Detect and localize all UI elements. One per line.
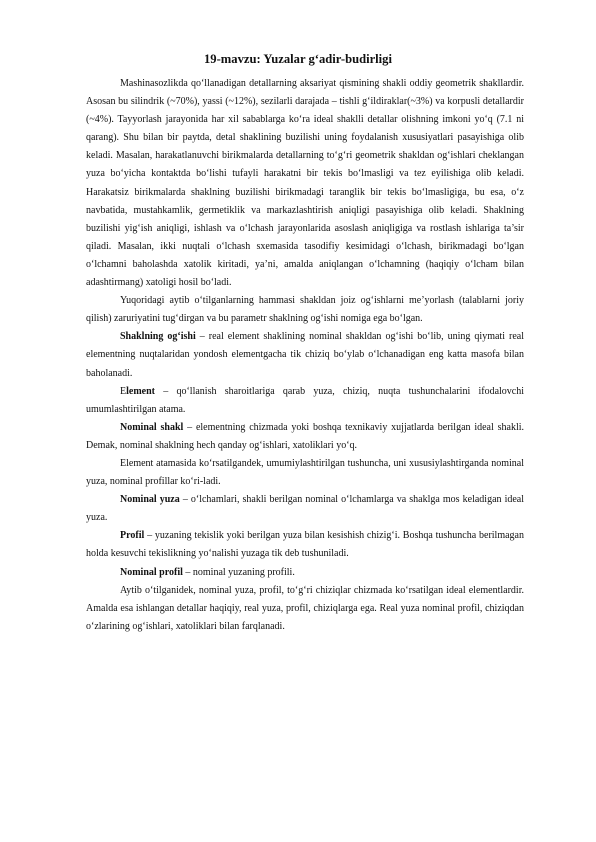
paragraph-definition: Profil – yuzaning tekislik yoki berilgan yuza bilan kesishish chizig‘i. Boshqa tushuncha berilmagan holda kesuvchi tekislikning yo‘nalishi yuzaga tik deb tushuniladi. bbox=[86, 530, 524, 560]
term: Profil bbox=[120, 530, 145, 542]
paragraph-definition: Shaklning og‘ishi – real element shaklining nominal shakldan og‘ishi bo‘lib, uning qiymati real elementning nuqtalaridan yondosh elementgacha tik chiziq bo‘ylab o‘lchanadigan eng katta masofa bilan baholanadi. bbox=[86, 331, 524, 379]
term: Nominal shakl bbox=[120, 421, 184, 433]
document-body bbox=[86, 75, 524, 636]
paragraph-definition: Nominal profil – nominal yuzaning profili. bbox=[120, 566, 295, 578]
paragraph: Yuqoridagi aytib o‘tilganlarning hammasi shakldan joiz og‘ishlarni me’yorlash (talablarni joriy qilish) zaruriyatini tug‘dirgan va bu parametr shaklning og‘ishi nomiga ega bo‘lgan. bbox=[86, 295, 524, 325]
paragraph-definition: Nominal shakl – elementning chizmada yoki boshqa texnikaviy xujjatlarda berilgan ideal shakli. Demak, nominal shaklning hech qanday og‘ishlari, xatoliklari yo‘q. bbox=[86, 421, 524, 451]
paragraph: Element atamasida ko‘rsatilgandek, umumiylashtirilgan tushuncha, uni xususiylashtirganda nominal yuza, nominal profillar ko‘ri-ladi. bbox=[86, 457, 524, 488]
paragraph: Mashinasozlikda qo‘llanadigan detallarning aksariyat qismining shakli oddiy geometrik shakllardir. Asosan bu silindrik (~70%), yassi (~12%), sezilarli darajada – tishli g‘ildiraklar(~3%) va korpusli detallardir (~4%). Tayyorlash jarayonida har xil sabablarga ko‘ra ideal shaklli detallar olishning imkoni yo‘q (7.1 ni qarang). Shu bilan bir paytda, detal shaklining buzilishi uning foydalanish xususiyatlari pasayishiga olib keladi. Masalan, harakatlanuvchi birikmalarda detallarning to‘g‘ri geometrik shakldan og‘ishlari cheklangan yuza bo‘yicha kontaktda bo‘lishi tufayli harakatni bir tekis bo‘lmasligi va tez eyilishiga olib keladi. Harakatsiz birikmalarda shaklning buzilishi birikmadagi taranglik bir tekis bo‘lmasligiga, bu esa, o‘z navbatida, mustahkamlik, germetiklik va markazlashtirish aniqligi pasayishiga olib keladi. Shaklning buzilishi yig‘ish aniqligi, ishlash va o‘lchash jarayonlarida asoslash aniqligiga va rostlash ishlariga ta’sir qiladi. Masalan, ikki nuqtali o‘lchash sxemasida tasodifiy kesimidagi o‘lchash, birikmadagi bo‘lgan o‘lchamni baholashda xatolik kiritadi, ya’ni, amalda aniqlangan o‘lchamning (haqiqiy o‘lcham bilan adashtirmang) xatoligi hosil bo‘ladi. bbox=[86, 78, 524, 289]
term: Shaklning og‘ishi bbox=[120, 331, 196, 343]
paragraph-definition: Element – qo‘llanish sharoitlariga qarab yuza, chiziq, nuqta tushunchalarini ifodalovchi umumlashtirilgan atama. bbox=[86, 385, 524, 415]
paragraph-definition: Nominal yuza – o‘lchamlari, shakli berilgan nominal o‘lchamlarga va shaklga mos keladigan ideal yuza. bbox=[86, 494, 525, 524]
term: Nominal yuza bbox=[120, 494, 180, 506]
term: Nominal profil bbox=[120, 566, 183, 578]
paragraph: Aytib o‘tilganidek, nominal yuza, profil, to‘g‘ri chiziqlar chizmada ko‘rsatilgan ideal elementlardir. Amalda esa ishlangan detallar haqiqiy, real yuza, profil, chiziqlarga ega. Real yuza nominal profil, chiziqdan o‘zlarining og‘ishlari, xatoliklari bilan farqlanadi. bbox=[86, 584, 524, 632]
term: lement bbox=[126, 385, 155, 397]
page-title: 19-mavzu: Yuzalar g‘adir-budirligi bbox=[204, 52, 392, 66]
